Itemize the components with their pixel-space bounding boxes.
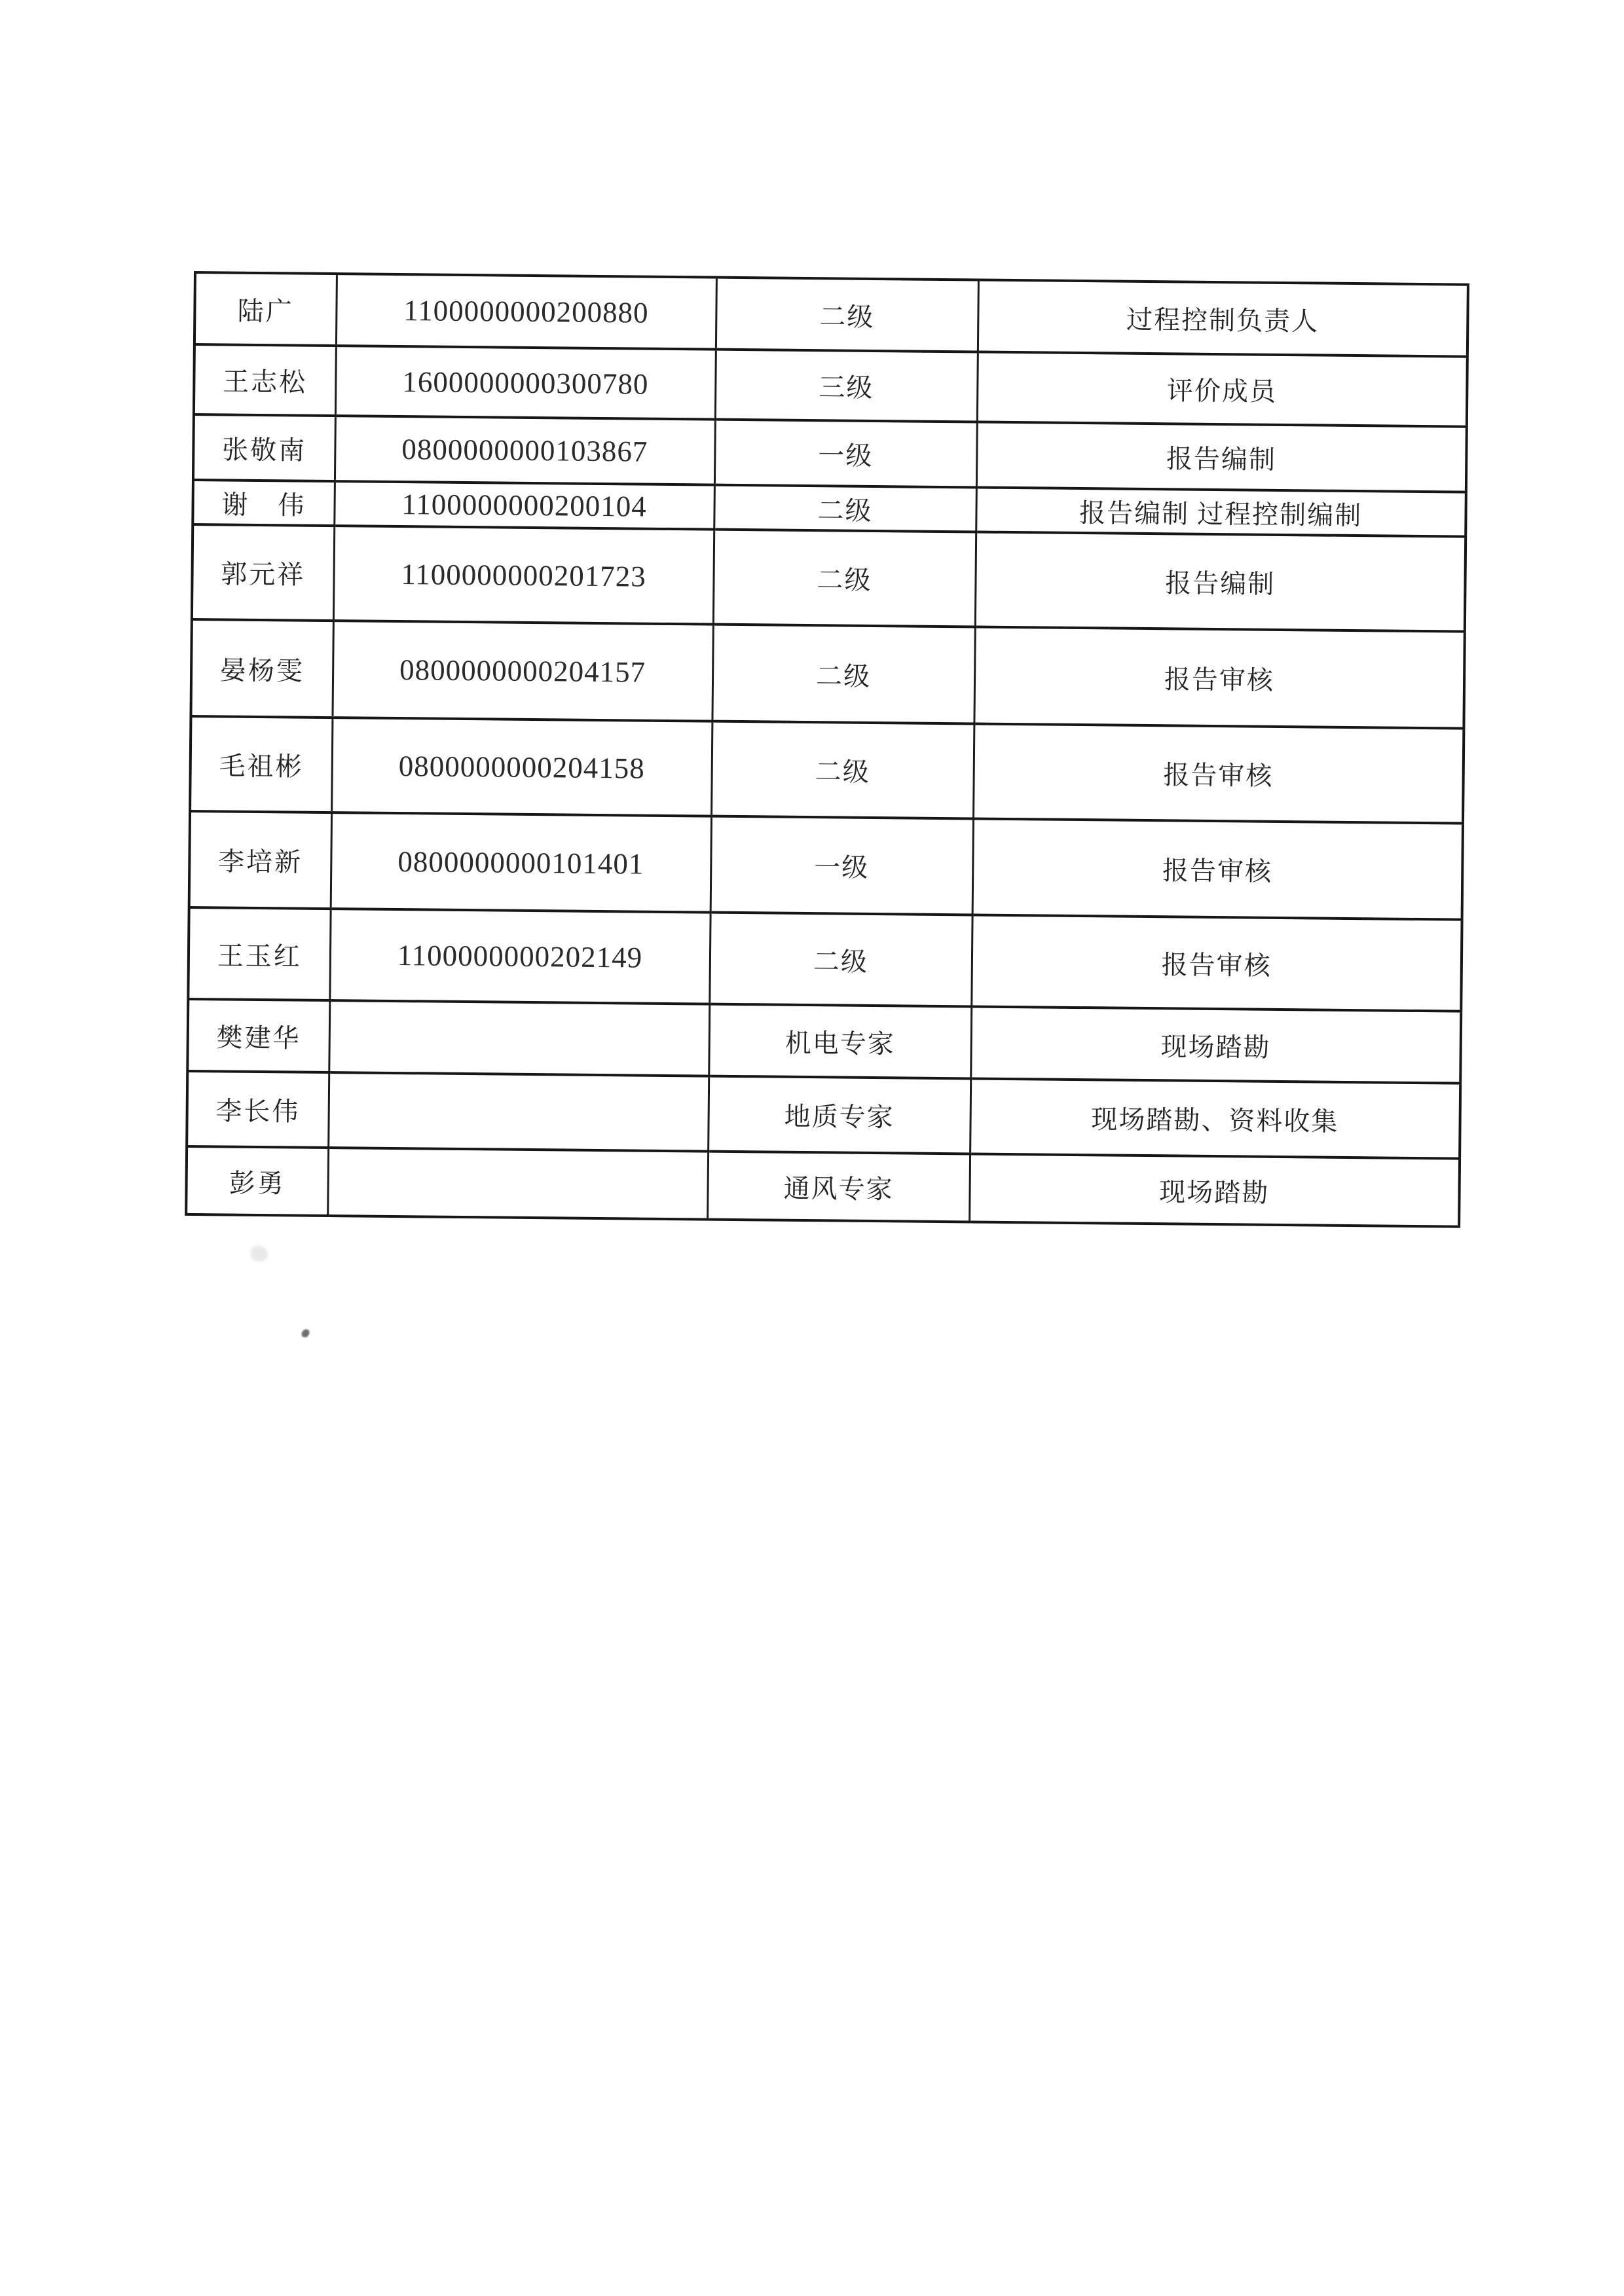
id-cell xyxy=(329,1000,709,1076)
id-cell: 1600000000300780 xyxy=(335,346,716,420)
level-cell: 一级 xyxy=(710,816,973,915)
name-cell: 郭元祥 xyxy=(192,524,334,621)
name-cell: 张敬南 xyxy=(193,414,335,481)
table-row xyxy=(194,272,1468,357)
name-cell: 谢 伟 xyxy=(193,480,335,526)
name-cell: 陆广 xyxy=(194,272,337,346)
table-row xyxy=(192,524,1466,632)
table-row xyxy=(186,1146,1460,1227)
table-row xyxy=(189,811,1463,920)
id-cell: 1100000000200880 xyxy=(336,274,716,350)
role-cell: 报告审核 xyxy=(971,915,1462,1011)
name-cell: 晏杨雯 xyxy=(191,619,333,718)
id-cell: 1100000000200104 xyxy=(334,481,714,530)
level-cell: 二级 xyxy=(713,530,976,627)
role-cell: 报告编制 xyxy=(976,422,1467,492)
id-cell xyxy=(327,1148,708,1220)
level-cell: 二级 xyxy=(709,913,972,1007)
role-cell: 报告审核 xyxy=(974,627,1464,728)
id-cell: 0800000000204158 xyxy=(331,718,712,816)
id-cell: 1100000000202149 xyxy=(329,909,710,1004)
table-row xyxy=(188,907,1462,1011)
level-cell: 一级 xyxy=(714,420,977,488)
role-cell: 过程控制负责人 xyxy=(978,280,1468,356)
table-row xyxy=(191,619,1464,729)
name-cell: 彭勇 xyxy=(186,1146,328,1216)
table-row xyxy=(187,1071,1460,1159)
level-cell: 二级 xyxy=(714,485,976,532)
name-cell: 李培新 xyxy=(189,811,331,909)
name-cell: 樊建华 xyxy=(187,999,329,1072)
level-cell: 二级 xyxy=(712,625,974,724)
role-cell: 现场踏勘 xyxy=(969,1154,1460,1226)
level-cell: 地质专家 xyxy=(708,1076,970,1154)
name-cell: 王玉红 xyxy=(188,907,330,1000)
id-cell: 1100000000201723 xyxy=(333,526,714,625)
name-cell: 王志松 xyxy=(194,344,336,416)
level-cell: 机电专家 xyxy=(709,1004,971,1079)
id-cell: 0800000000204157 xyxy=(332,621,712,721)
table-row xyxy=(187,999,1461,1084)
name-cell: 毛祖彬 xyxy=(190,716,332,812)
role-cell: 报告审核 xyxy=(973,723,1464,823)
table-row xyxy=(194,344,1467,427)
scan-speck xyxy=(301,1328,310,1338)
level-cell: 通风专家 xyxy=(707,1152,970,1222)
table-row xyxy=(193,414,1467,492)
role-cell: 评价成员 xyxy=(977,352,1467,426)
level-cell: 二级 xyxy=(716,278,978,352)
role-cell: 现场踏勘、资料收集 xyxy=(970,1078,1460,1158)
id-cell: 0800000000101401 xyxy=(331,812,711,913)
scan-speck xyxy=(251,1246,268,1262)
name-cell: 李长伟 xyxy=(187,1071,329,1148)
level-cell: 二级 xyxy=(711,721,974,819)
role-cell: 现场踏勘 xyxy=(970,1006,1461,1083)
table-row xyxy=(190,716,1464,824)
role-cell: 报告编制 过程控制编制 xyxy=(976,487,1466,536)
role-cell: 报告编制 xyxy=(975,532,1466,631)
role-cell: 报告审核 xyxy=(972,818,1463,919)
id-cell: 0800000000103867 xyxy=(335,416,715,485)
personnel-table xyxy=(185,271,1469,1228)
id-cell xyxy=(328,1072,709,1152)
level-cell: 三级 xyxy=(715,350,978,422)
